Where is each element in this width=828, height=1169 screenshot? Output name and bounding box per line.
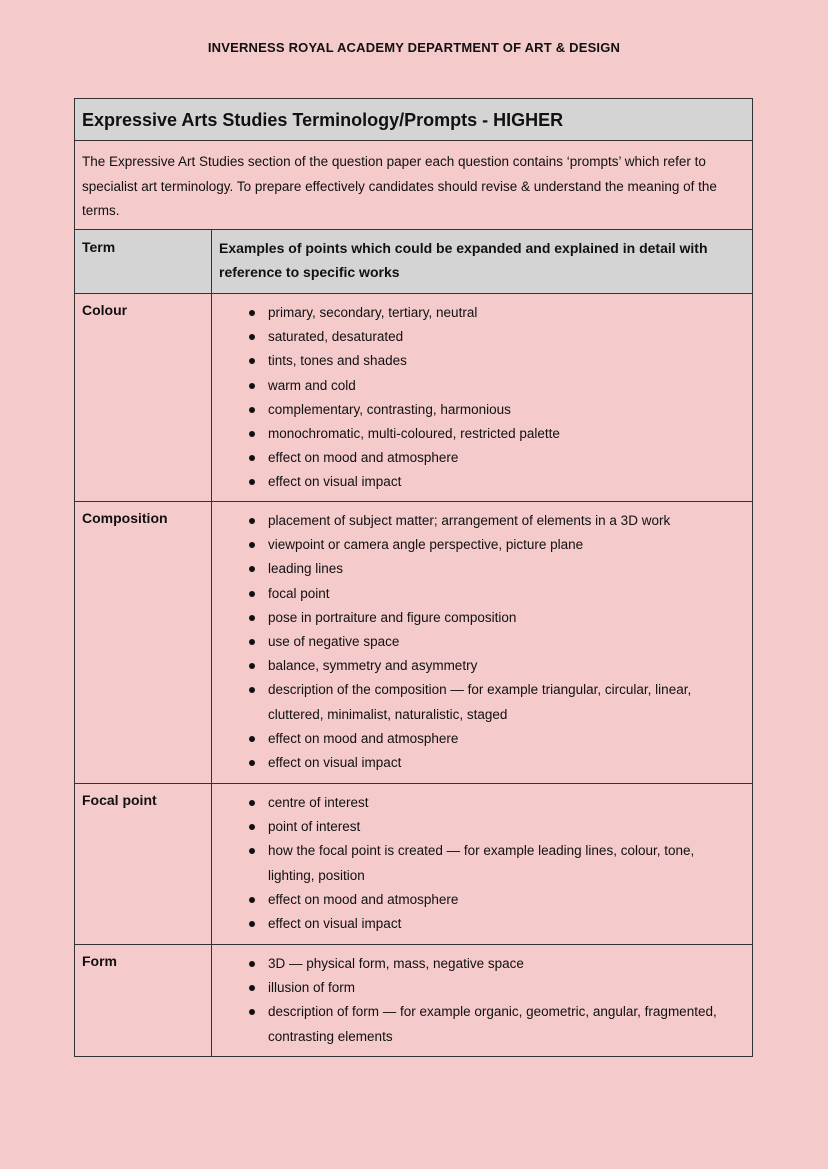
list-item: balance, symmetry and asymmetry (219, 654, 742, 678)
term-composition: Composition (75, 502, 212, 783)
list-item: effect on visual impact (219, 751, 742, 775)
list-item: leading lines (219, 557, 742, 581)
list-item: illusion of form (219, 976, 742, 1000)
table-row-focal-point (75, 784, 752, 945)
points-focal-point (212, 784, 752, 944)
list-item: complementary, contrasting, harmonious (219, 398, 742, 422)
table-intro: The Expressive Art Studies section of the question paper each question contains ‘prompts’ which refer to specialist art terminology. To prepare effectively candidates should revise & understand the meaning of the terms. (75, 141, 752, 230)
term-focal-point: Focal point (75, 784, 212, 944)
table-row-form (75, 945, 752, 1056)
list-item: primary, secondary, tertiary, neutral (219, 301, 742, 325)
list-item: effect on mood and atmosphere (219, 888, 742, 912)
list-item: description of the composition — for example triangular, circular, linear, cluttered, minimalist, naturalistic, staged (219, 678, 742, 726)
list-item: saturated, desaturated (219, 325, 742, 349)
list-item: effect on mood and atmosphere (219, 727, 742, 751)
header-examples: Examples of points which could be expanded and explained in detail with reference to specific works (219, 240, 708, 280)
list-item: tints, tones and shades (219, 349, 742, 373)
list-item: effect on visual impact (219, 912, 742, 936)
terminology-table (74, 98, 753, 1057)
list-item: placement of subject matter; arrangement of elements in a 3D work (219, 509, 742, 533)
points-colour (212, 294, 752, 501)
list-item: how the focal point is created — for example leading lines, colour, tone, lighting, position (219, 839, 742, 887)
page-heading: INVERNESS ROYAL ACADEMY DEPARTMENT OF ART & DESIGN (207, 40, 621, 55)
list-item: description of form — for example organic, geometric, angular, fragmented, contrasting elements (219, 1000, 742, 1048)
list-item: monochromatic, multi-coloured, restricted palette (219, 422, 742, 446)
table-row-colour (75, 294, 752, 502)
table-title: Expressive Arts Studies Terminology/Prompts - HIGHER (75, 99, 752, 141)
list-item: focal point (219, 582, 742, 606)
list-item: effect on mood and atmosphere (219, 446, 742, 470)
list-item: centre of interest (219, 791, 742, 815)
points-composition (212, 502, 752, 783)
table-header-row (75, 230, 752, 294)
list-item: point of interest (219, 815, 742, 839)
term-colour: Colour (75, 294, 212, 501)
points-form (212, 945, 752, 1056)
table-row-composition (75, 502, 752, 784)
list-item: 3D — physical form, mass, negative space (219, 952, 742, 976)
list-item: use of negative space (219, 630, 742, 654)
header-term: Term (75, 230, 212, 293)
list-item: pose in portraiture and figure composition (219, 606, 742, 630)
list-item: effect on visual impact (219, 470, 742, 494)
term-form: Form (75, 945, 212, 1056)
list-item: viewpoint or camera angle perspective, picture plane (219, 533, 742, 557)
list-item: warm and cold (219, 374, 742, 398)
